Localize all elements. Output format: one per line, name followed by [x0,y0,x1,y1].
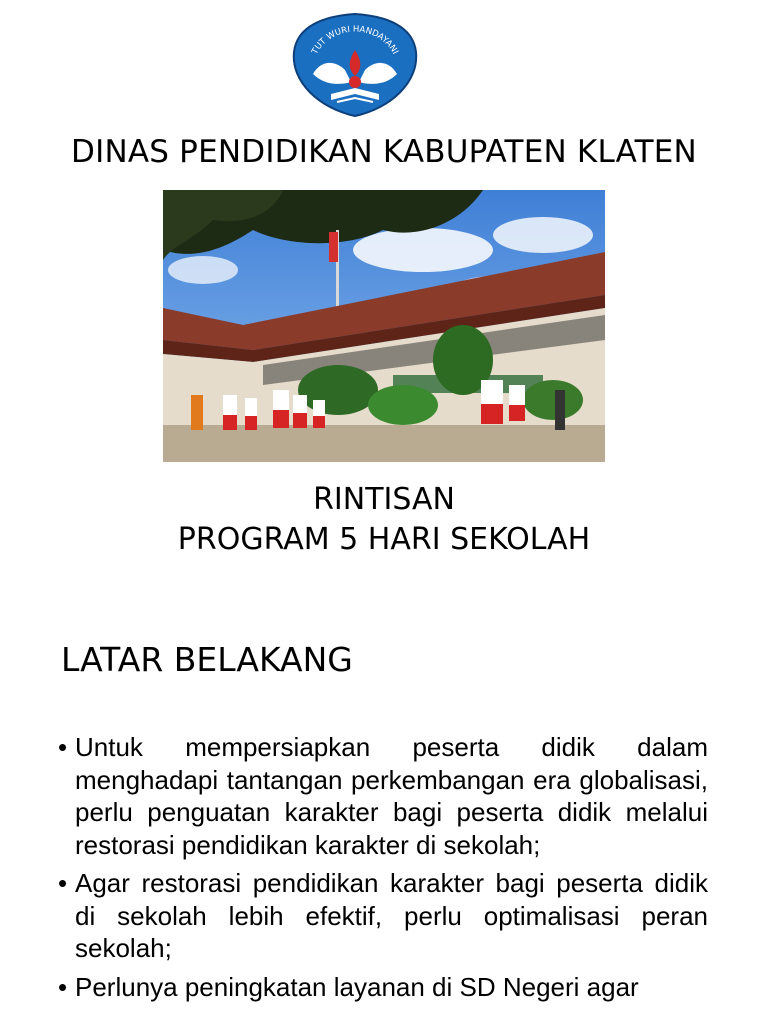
list-item [58,731,708,861]
bullet-icon: • [58,868,68,898]
school-yard-photo [163,190,605,462]
title-line-1: RINTISAN [313,482,455,517]
bullet-icon: • [58,732,68,762]
section-heading: LATAR BELAKANG [61,640,353,679]
bullet-text: Agar restorasi pendidikan karakter bagi peserta didik di sekolah lebih efektif, perlu optimalisasi peran sekolah; [75,868,708,963]
bullet-text: Perlunya peningkatan layanan di SD Negeri agar [75,971,639,1002]
logo-motto: TUT WURI HANDAYANI [310,24,400,57]
list-item [58,867,708,965]
bullet-icon: • [58,971,68,1002]
organization-title: DINAS PENDIDIKAN KABUPATEN KLATEN [71,134,697,170]
slide-title [0,480,768,560]
title-line-2: PROGRAM 5 HARI SEKOLAH [177,522,591,557]
list-item [58,971,708,1004]
bullet-list [58,731,708,1009]
bullet-text: Untuk mempersiapkan peserta didik dalam menghadapi tantangan perkembangan era globalisasi, perlu penguatan karakter bagi peserta didik melalui restorasi pendidikan karakter di sekolah; [75,732,708,860]
tut-wuri-handayani-logo [291,12,419,118]
